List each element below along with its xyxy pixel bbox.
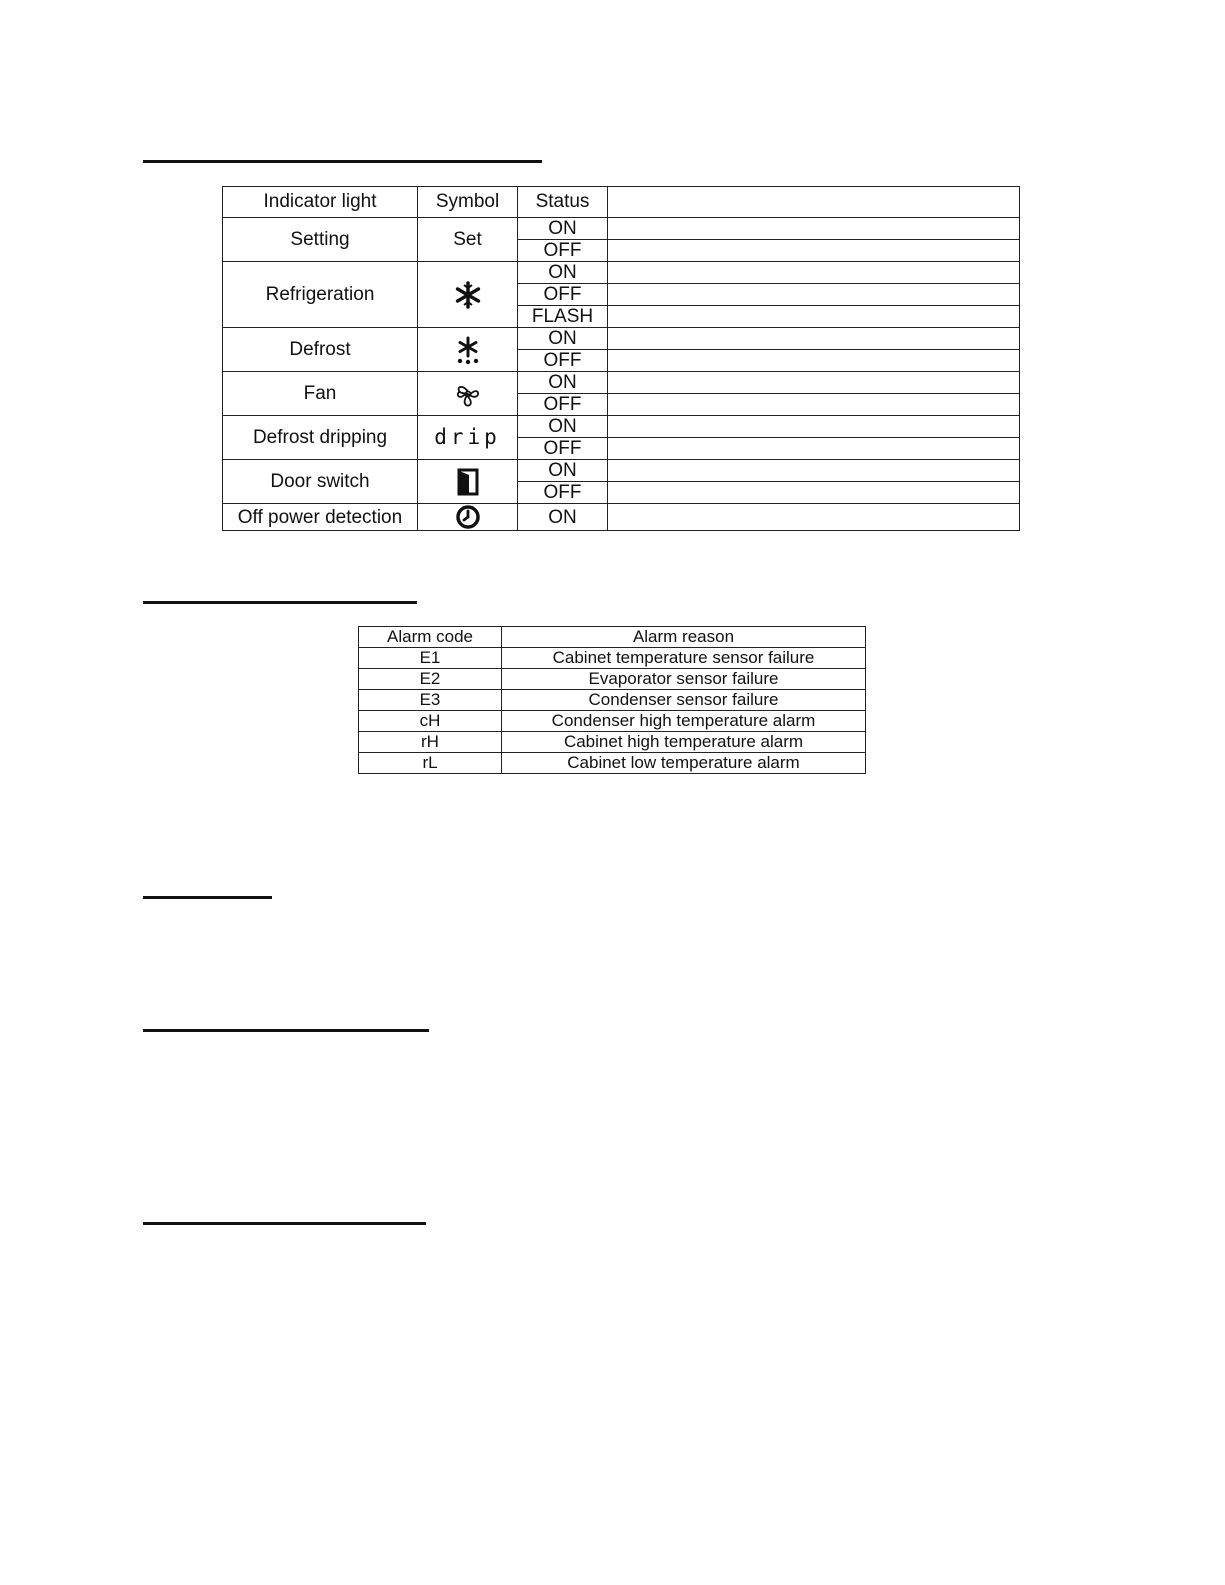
section-heading-rule-4 (143, 1029, 429, 1032)
status-cell: ON (518, 372, 608, 394)
alarm-reason-cell: Condenser sensor failure (502, 690, 866, 711)
section-heading-rule-indicators (143, 160, 542, 163)
indicator-name-cell: Off power detection (223, 504, 418, 531)
symbol-cell (418, 416, 518, 460)
alarm-code-table (358, 626, 866, 774)
indicator-table-row (223, 416, 1020, 438)
status-cell: ON (518, 328, 608, 350)
alarm-table-row (359, 753, 866, 774)
indicator-name-cell: Refrigeration (223, 262, 418, 328)
description-cell (608, 438, 1020, 460)
description-cell (608, 350, 1020, 372)
header-status: Status (518, 187, 608, 218)
indicator-table-row (223, 218, 1020, 240)
description-cell (608, 262, 1020, 284)
alarm-reason-cell: Cabinet temperature sensor failure (502, 648, 866, 669)
status-cell: OFF (518, 350, 608, 372)
symbol-cell (418, 262, 518, 328)
door-icon (418, 467, 517, 497)
alarm-table-row (359, 711, 866, 732)
description-cell (608, 394, 1020, 416)
description-cell (608, 218, 1020, 240)
alarm-code-cell: cH (359, 711, 502, 732)
indicator-table-row (223, 262, 1020, 284)
alarm-table-row (359, 690, 866, 711)
section-heading-rule-alarms (143, 601, 417, 604)
alarm-code-cell: E2 (359, 669, 502, 690)
alarm-reason-cell: Evaporator sensor failure (502, 669, 866, 690)
alarm-table-row (359, 732, 866, 753)
section-heading-rule-5 (143, 1222, 426, 1225)
description-cell (608, 416, 1020, 438)
symbol-text: Set (453, 229, 482, 250)
header-indicator-light: Indicator light (223, 187, 418, 218)
header-description-blank (608, 187, 1020, 218)
indicator-name-cell: Setting (223, 218, 418, 262)
alarm-table-row (359, 648, 866, 669)
alarm-reason-cell: Condenser high temperature alarm (502, 711, 866, 732)
status-cell: OFF (518, 394, 608, 416)
description-cell (608, 306, 1020, 328)
indicator-table-header-row (223, 187, 1020, 218)
indicator-name-cell: Door switch (223, 460, 418, 504)
indicator-table-row (223, 504, 1020, 531)
status-cell: FLASH (518, 306, 608, 328)
symbol-cell (418, 218, 518, 262)
alarm-table-row (359, 669, 866, 690)
indicator-name-cell: Defrost dripping (223, 416, 418, 460)
header-symbol: Symbol (418, 187, 518, 218)
header-alarm-reason: Alarm reason (502, 627, 866, 648)
defrost-icon (418, 335, 517, 365)
alarm-code-cell: rL (359, 753, 502, 774)
indicator-table-row (223, 372, 1020, 394)
indicator-light-table (222, 186, 1020, 531)
symbol-cell (418, 504, 518, 531)
description-cell (608, 284, 1020, 306)
description-cell (608, 240, 1020, 262)
description-cell (608, 482, 1020, 504)
status-cell: OFF (518, 438, 608, 460)
indicator-name-cell: Defrost (223, 328, 418, 372)
description-cell (608, 328, 1020, 350)
status-cell: ON (518, 218, 608, 240)
status-cell: ON (518, 504, 608, 531)
description-cell (608, 504, 1020, 531)
status-cell: OFF (518, 482, 608, 504)
symbol-text: drip (434, 424, 501, 449)
alarm-code-cell: rH (359, 732, 502, 753)
symbol-cell (418, 460, 518, 504)
snowflake-icon (418, 280, 517, 310)
status-cell: ON (518, 262, 608, 284)
alarm-reason-cell: Cabinet low temperature alarm (502, 753, 866, 774)
alarm-reason-cell: Cabinet high temperature alarm (502, 732, 866, 753)
status-cell: ON (518, 416, 608, 438)
fan-icon (418, 379, 517, 409)
indicator-name-cell: Fan (223, 372, 418, 416)
header-alarm-code: Alarm code (359, 627, 502, 648)
indicator-table-row (223, 328, 1020, 350)
alarm-table-header-row (359, 627, 866, 648)
symbol-cell (418, 328, 518, 372)
alarm-code-cell: E1 (359, 648, 502, 669)
status-cell: OFF (518, 284, 608, 306)
description-cell (608, 460, 1020, 482)
status-cell: OFF (518, 240, 608, 262)
indicator-table-row (223, 460, 1020, 482)
status-cell: ON (518, 460, 608, 482)
section-heading-rule-3 (143, 896, 272, 899)
alarm-code-cell: E3 (359, 690, 502, 711)
symbol-cell (418, 372, 518, 416)
clock-icon (418, 504, 517, 530)
description-cell (608, 372, 1020, 394)
